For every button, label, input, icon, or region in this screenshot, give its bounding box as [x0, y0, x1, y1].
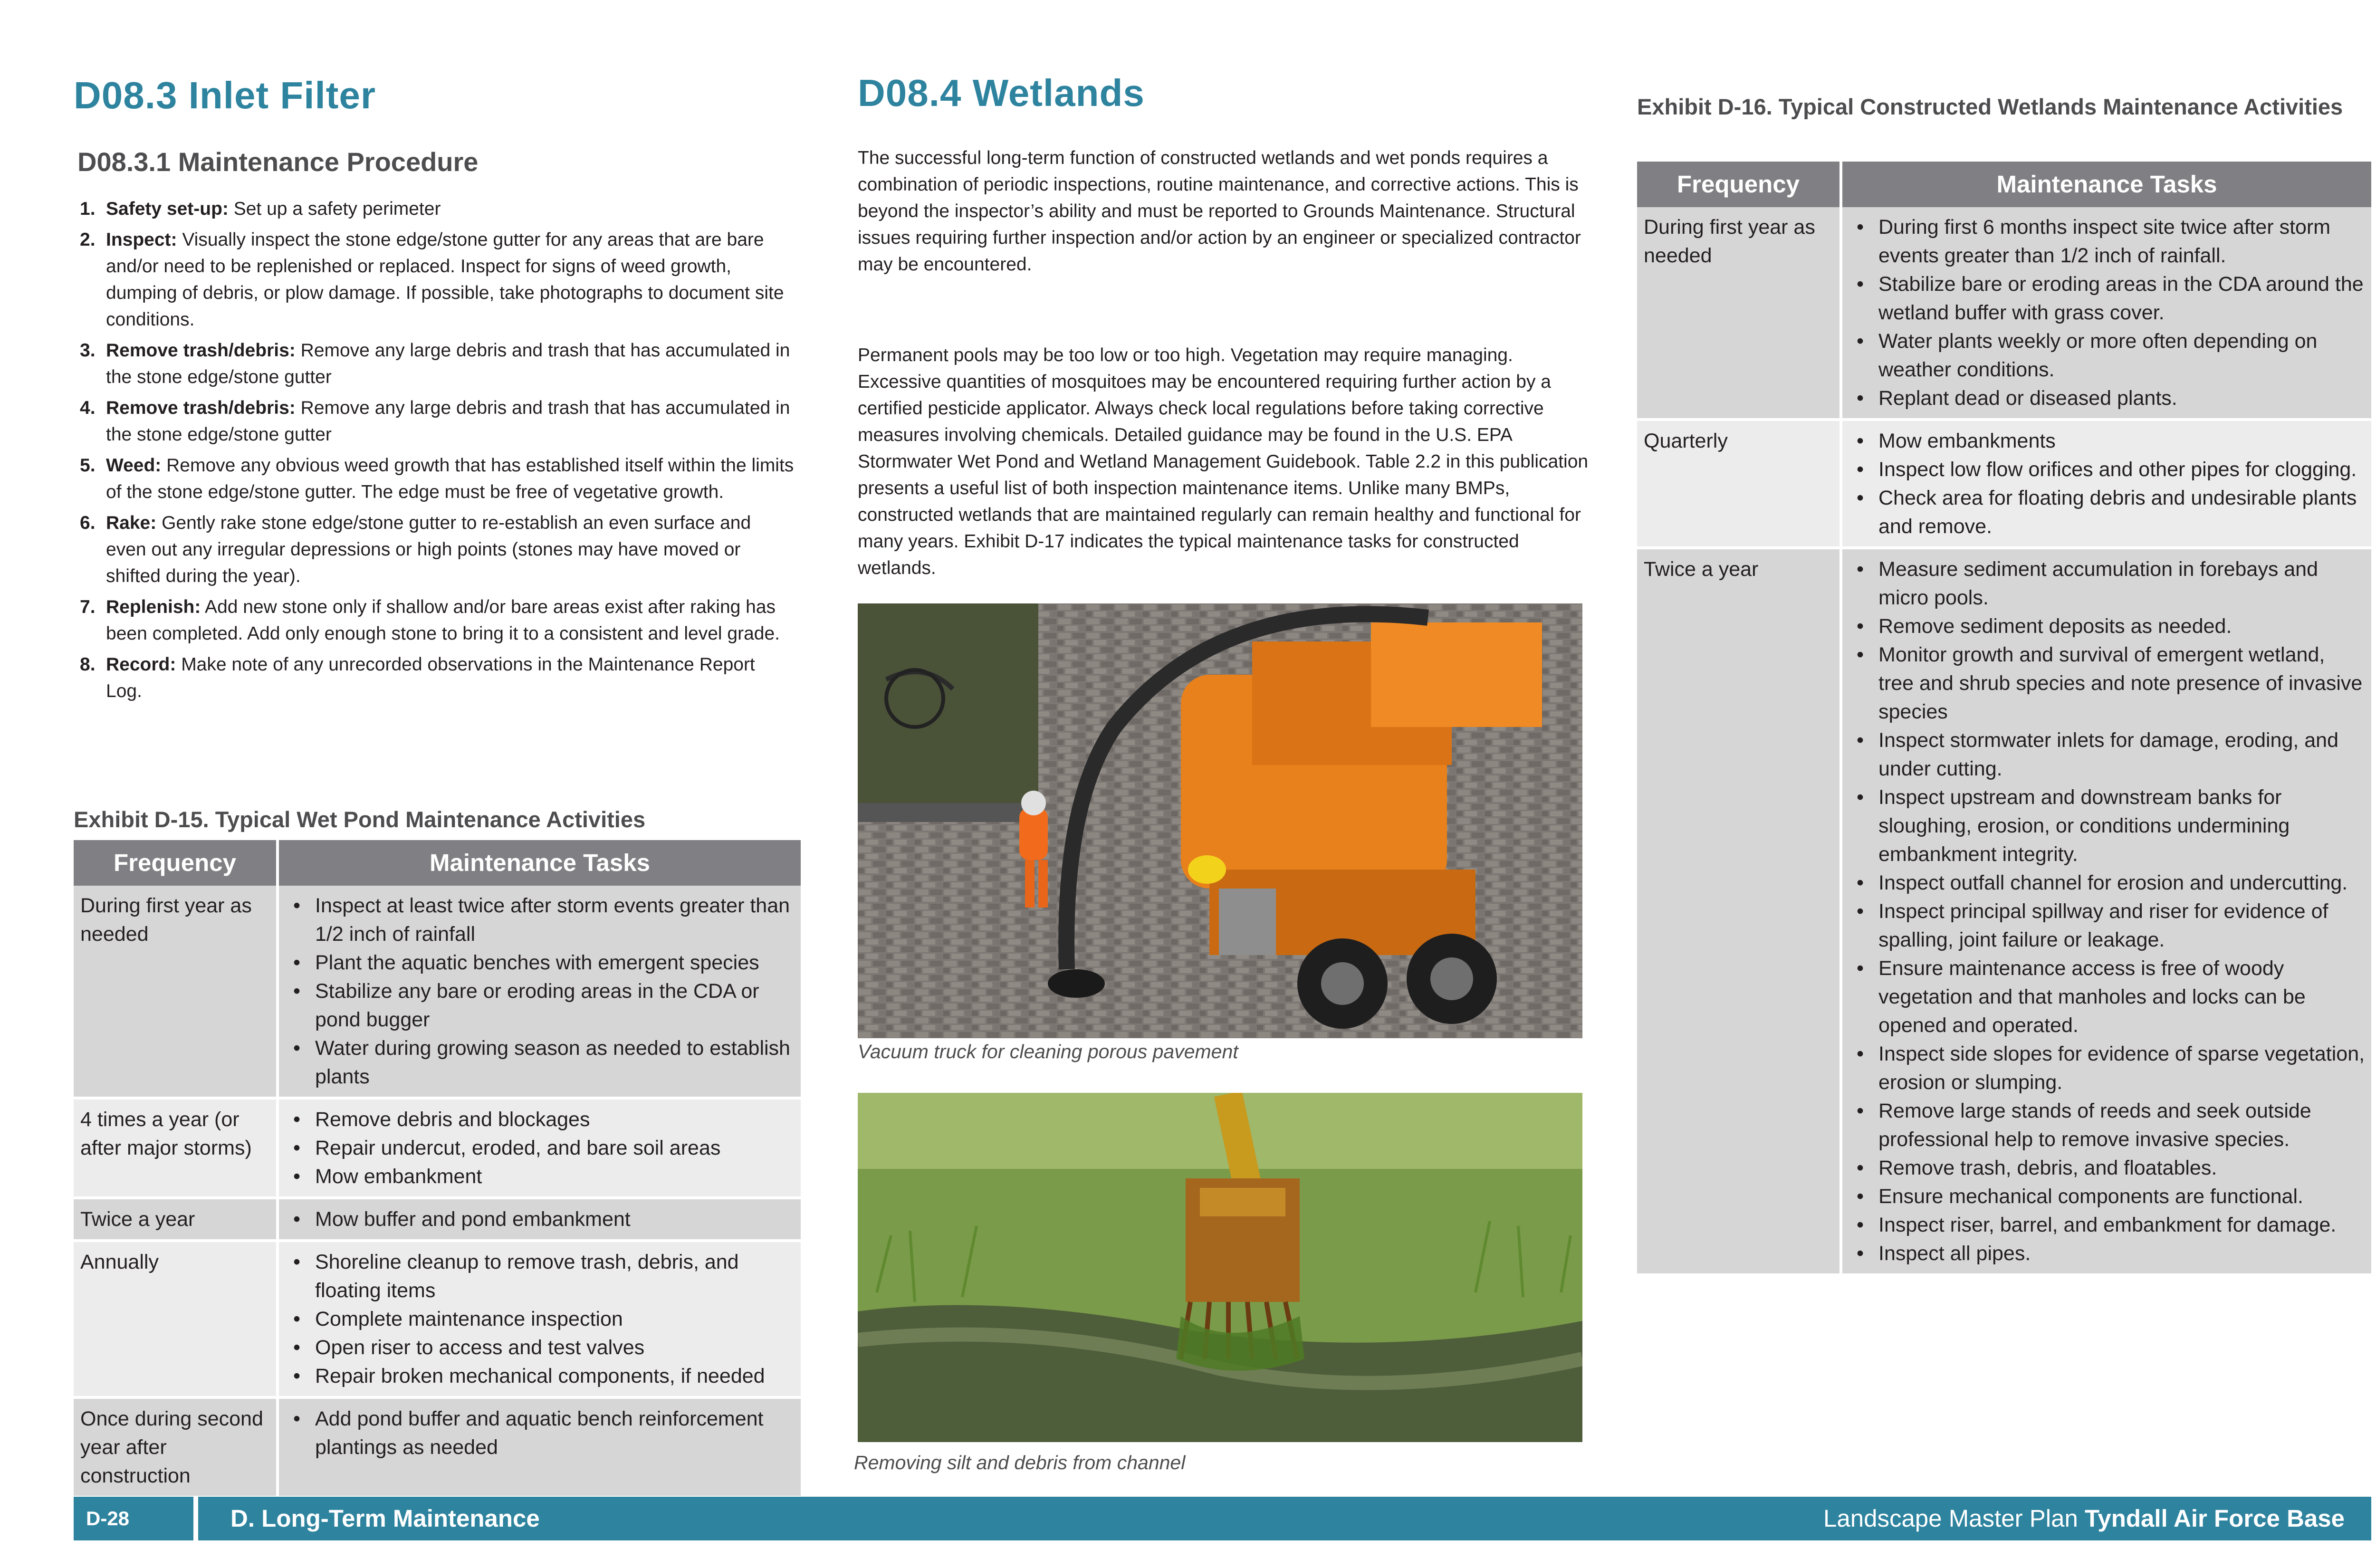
task-item: • Inspect at least twice after storm events greater than 1/2 inch of rainfall [286, 891, 795, 948]
table-row [1637, 207, 2371, 421]
task-list [1849, 427, 2366, 541]
silt-removal-caption: Removing silt and debris from channel [854, 1452, 1186, 1473]
maintenance-step [77, 196, 795, 222]
section-title-inlet-filter: D08.3 Inlet Filter [74, 74, 376, 116]
maintenance-step [77, 395, 795, 448]
step-number: 8. [80, 654, 96, 675]
table-row [74, 886, 801, 1100]
task-item: • Measure sediment accumulation in forebays and micro pools. [1849, 555, 2366, 612]
section-title-wetlands: D08.4 Wetlands [858, 72, 1145, 114]
maintenance-step [77, 510, 795, 590]
vacuum-truck-illustration [858, 603, 1582, 1038]
frequency-cell: Twice a year [1637, 549, 1842, 1276]
table-row [1637, 421, 2371, 549]
task-item: • Remove sediment deposits as needed. [1849, 612, 2366, 641]
step-number: 6. [80, 513, 96, 533]
table-row [74, 1100, 801, 1199]
task-item: • Stabilize any bare or eroding areas in the CDA or pond bugger [286, 977, 795, 1034]
footer-plan-name: Landscape Master Plan [1823, 1505, 2085, 1532]
maintenance-steps-list [77, 196, 795, 709]
table-row [74, 1199, 801, 1242]
silt-removal-photo [858, 1093, 1582, 1442]
task-item: • Inspect low flow orifices and other pipes for clogging. [1849, 455, 2366, 484]
step-label: Weed: [106, 455, 162, 476]
page-footer [74, 1497, 2371, 1540]
tasks-cell [279, 1399, 801, 1499]
task-item: • Inspect all pipes. [1849, 1239, 2366, 1268]
task-item: • Replant dead or diseased plants. [1849, 384, 2366, 412]
tasks-cell [279, 886, 801, 1100]
table-row [74, 1399, 801, 1499]
step-number: 1. [80, 199, 96, 219]
task-item: • Repair broken mechanical components, if needed [286, 1362, 795, 1390]
silt-removal-illustration [858, 1093, 1582, 1442]
task-item: • Water during growing season as needed to establish plants [286, 1034, 795, 1091]
frequency-cell: During first year as needed [74, 886, 279, 1100]
frequency-header: Frequency [74, 840, 279, 886]
step-text: Remove any obvious weed growth that has established itself within the limits of the stone edge/stone gutter. The edge must be free of vegetative growth. [106, 455, 794, 502]
tasks-cell [1842, 549, 2371, 1276]
task-item: • Shoreline cleanup to remove trash, debris, and floating items [286, 1248, 795, 1305]
task-item: • Ensure mechanical components are functional. [1849, 1182, 2366, 1211]
task-item: • Plant the aquatic benches with emergent species [286, 948, 795, 977]
step-label: Record: [106, 654, 176, 675]
task-list [286, 1248, 795, 1390]
task-item: • Inspect upstream and downstream banks for sloughing, erosion, or conditions undermining embankment integrity. [1849, 783, 2366, 869]
task-item: • Check area for floating debris and undesirable plants and remove. [1849, 484, 2366, 541]
step-label: Remove trash/debris: [106, 398, 296, 418]
task-list [286, 1405, 795, 1462]
task-item: • Inspect stormwater inlets for damage, eroding, and under cutting. [1849, 726, 2366, 783]
tasks-cell [279, 1242, 801, 1399]
table-row [74, 1242, 801, 1399]
step-number: 2. [80, 229, 96, 250]
task-item: • Mow embankments [1849, 427, 2366, 455]
task-list [1849, 555, 2366, 1268]
task-item: • Inspect riser, barrel, and embankment for damage. [1849, 1211, 2366, 1239]
frequency-cell: Quarterly [1637, 421, 1842, 549]
vacuum-truck-photo [858, 603, 1582, 1038]
frequency-cell: 4 times a year (or after major storms) [74, 1100, 279, 1199]
task-list [286, 1105, 795, 1191]
frequency-cell: Annually [74, 1242, 279, 1399]
tasks-cell [1842, 421, 2371, 549]
task-item: • Remove large stands of reeds and seek outside professional help to remove invasive species. [1849, 1097, 2366, 1154]
step-label: Safety set-up: [106, 199, 229, 219]
task-item: • Stabilize bare or eroding areas in the CDA around the wetland buffer with grass cover. [1849, 270, 2366, 327]
task-item: • Add pond buffer and aquatic bench reinforcement plantings as needed [286, 1405, 795, 1462]
task-list [286, 1205, 795, 1233]
table-row [1637, 549, 2371, 1276]
step-number: 3. [80, 340, 96, 361]
task-item: • Inspect principal spillway and riser for evidence of spalling, joint failure or leakage. [1849, 897, 2366, 954]
tasks-header: Maintenance Tasks [1842, 162, 2371, 207]
step-number: 7. [80, 597, 96, 617]
task-list [286, 891, 795, 1091]
frequency-cell: Twice a year [74, 1199, 279, 1242]
vacuum-truck-caption: Vacuum truck for cleaning porous pavement [858, 1041, 1238, 1062]
step-text: Set up a safety perimeter [228, 199, 441, 219]
step-text: Add new stone only if shallow and/or bare areas exist after raking has been completed. Add only enough stone to bring it to a consistent and level grade. [106, 597, 780, 644]
constructed-wetlands-maintenance-table [1637, 162, 2371, 1276]
step-text: Visually inspect the stone edge/stone gutter for any areas that are bare and/or need to be replenished or replaced. Inspect for signs of weed growth, dumping of debris, or plow damage. If possible, take photographs to document site conditions. [106, 229, 784, 330]
frequency-cell: During first year as needed [1637, 207, 1842, 421]
exhibit-d15-title: Exhibit D-15. Typical Wet Pond Maintenance Activities [74, 807, 646, 832]
task-item: • Complete maintenance inspection [286, 1305, 795, 1333]
task-item: • During first 6 months inspect site twice after storm events greater than 1/2 inch of rainfall. [1849, 213, 2366, 270]
maintenance-step [77, 227, 795, 333]
tasks-cell [279, 1100, 801, 1199]
task-item: • Repair undercut, eroded, and bare soil areas [286, 1134, 795, 1162]
step-text: Gently rake stone edge/stone gutter to re-establish an even surface and even out any irregular depressions or high points (stones may have moved or shifted during the year). [106, 513, 751, 586]
task-item: • Remove trash, debris, and floatables. [1849, 1154, 2366, 1182]
step-label: Replenish: [106, 597, 201, 617]
footer-base-name: Tyndall Air Force Base [2084, 1505, 2345, 1532]
wetlands-intro-paragraph: The successful long-term function of constructed wetlands and wet ponds requires a combination of periodic inspections, routine maintenance, and corrective actions. This is beyond the inspector’s ability and must be reported to Grounds Maintenance. Structural issues requiring further inspection and/or action by an engineer or specialized contractor may be encountered. [858, 148, 1581, 275]
step-label: Inspect: [106, 229, 177, 250]
task-item: • Mow buffer and pond embankment [286, 1205, 795, 1233]
task-item: • Open riser to access and test valves [286, 1333, 795, 1362]
maintenance-step [77, 452, 795, 506]
footer-section-title: D. Long-Term Maintenance [230, 1505, 540, 1532]
maintenance-step [77, 337, 795, 391]
task-item: • Mow embankment [286, 1162, 795, 1191]
task-item: • Inspect side slopes for evidence of sparse vegetation, erosion or slumping. [1849, 1040, 2366, 1097]
maintenance-procedure-heading: D08.3.1 Maintenance Procedure [77, 147, 479, 177]
tasks-header: Maintenance Tasks [279, 840, 801, 886]
frequency-cell: Once during second year after construction [74, 1399, 279, 1499]
exhibit-d16-title: Exhibit D-16. Typical Constructed Wetlands Maintenance Activities [1637, 94, 2343, 119]
task-item: • Monitor growth and survival of emergent wetland, tree and shrub species and note presence of invasive species [1849, 641, 2366, 726]
task-item: • Ensure maintenance access is free of woody vegetation and that manholes and locks can be opened and operated. [1849, 954, 2366, 1040]
task-item: • Inspect outfall channel for erosion and undercutting. [1849, 869, 2366, 897]
task-list [1849, 213, 2366, 412]
wet-pond-maintenance-table [74, 840, 801, 1499]
step-number: 4. [80, 398, 96, 418]
page-number: D-28 [74, 1497, 198, 1540]
step-text: Remove any large debris and trash that has accumulated in the stone edge/stone gutter [106, 340, 790, 387]
task-item: • Remove debris and blockages [286, 1105, 795, 1134]
maintenance-step [77, 651, 795, 705]
tasks-cell [279, 1199, 801, 1242]
step-number: 5. [80, 455, 96, 476]
maintenance-step [77, 594, 795, 647]
frequency-header: Frequency [1637, 162, 1842, 207]
footer-document-title [1823, 1497, 2345, 1540]
step-text: Make note of any unrecorded observations in the Maintenance Report Log. [106, 654, 755, 701]
task-item: • Water plants weekly or more often depending on weather conditions. [1849, 327, 2366, 384]
tasks-cell [1842, 207, 2371, 421]
step-label: Remove trash/debris: [106, 340, 296, 361]
step-label: Rake: [106, 513, 157, 533]
step-text: Remove any large debris and trash that has accumulated in the stone edge/stone gutter [106, 398, 790, 445]
wetlands-detail-paragraph: Permanent pools may be too low or too high. Vegetation may require managing. Excessive quantities of mosquitoes may be encountered requiring further action by a certified pesticide applicator. Always check local regulations before taking corrective measures involving chemicals. Detailed guidance may be found in the U.S. EPA Stormwater Wet Pond and Wetland Management Guidebook. Table 2.2 in this publication presents a useful list of both inspection maintenance items. Unlike many BMPs, constructed wetlands that are maintained regularly can remain healthy and functional for many years. Exhibit D-17 indicates the typical maintenance tasks for constructed wetlands. [858, 345, 1589, 578]
